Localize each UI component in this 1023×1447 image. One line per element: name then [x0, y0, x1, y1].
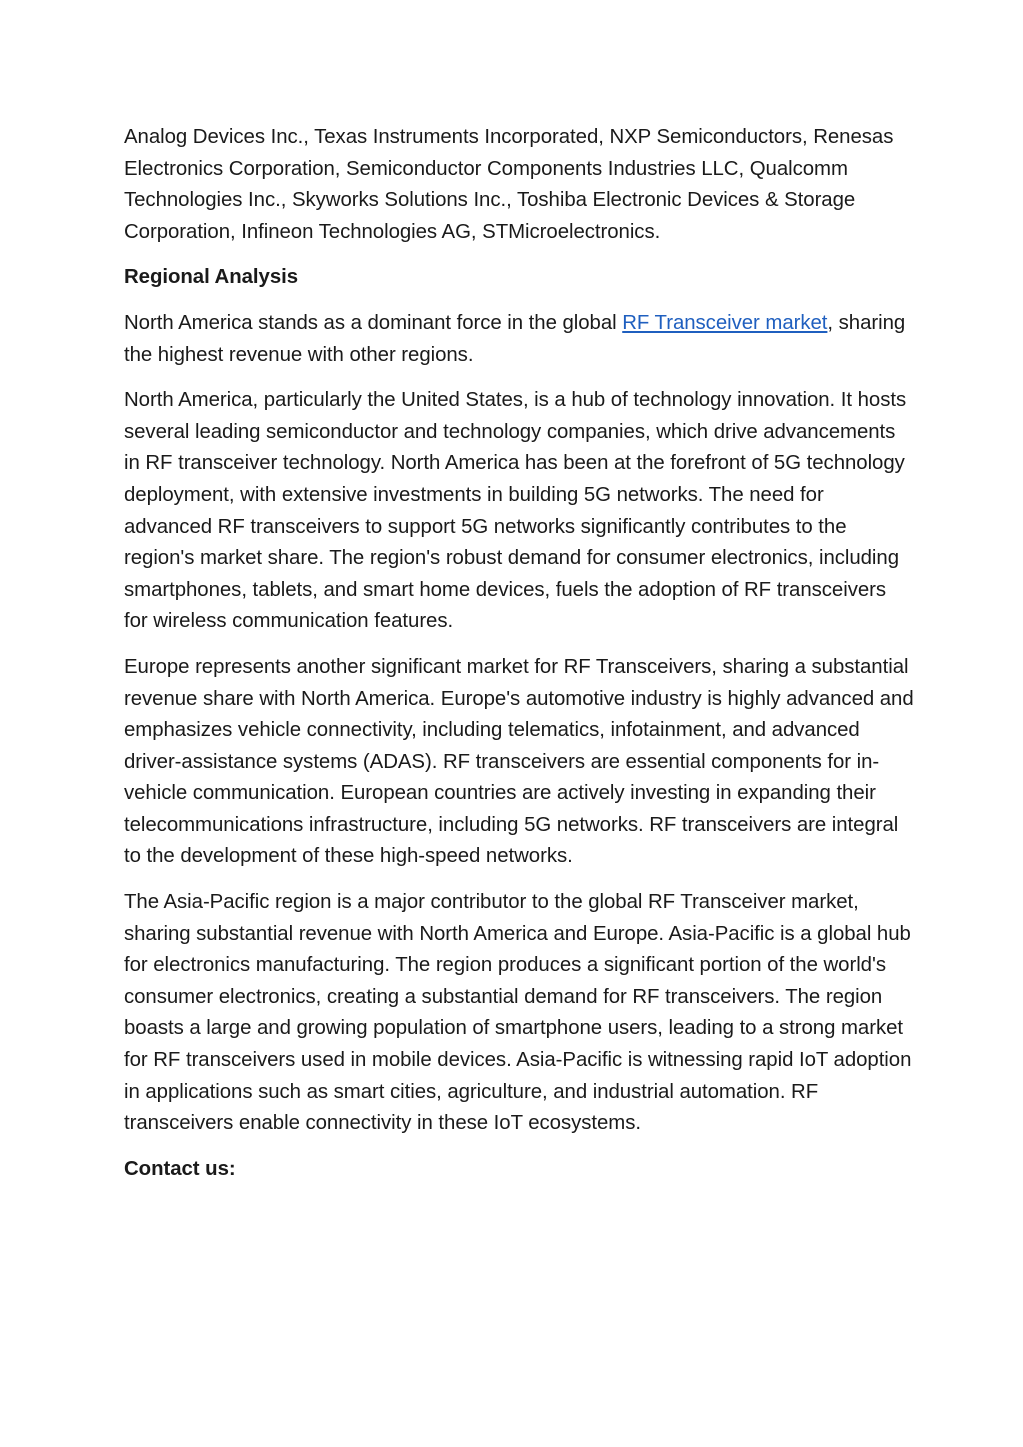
contact-us-heading: Contact us: — [124, 1157, 236, 1180]
document-body — [124, 122, 914, 1199]
europe-paragraph: Europe represents another significant market for RF Transceivers, sharing a substantial revenue share with North America. Europe's automotive industry is highly advanced and emphasizes vehicle connectivity, including telematics, infotainment, and advanced driver-assistance systems (ADAS). RF transceivers are essential components for in-vehicle communication. European countries are actively investing in expanding their telecommunications infrastructure, including 5G networks. RF transceivers are integral to the development of these high-speed networks. — [124, 655, 914, 868]
rf-transceiver-market-link[interactable]: RF Transceiver market — [622, 311, 828, 334]
north-america-paragraph: North America, particularly the United States, is a hub of technology innovation. It hosts several leading semiconductor and technology companies, which drive advancements in RF transceiver technology. North America has been at the forefront of 5G technology deployment, with extensive investments in building 5G networks. The need for advanced RF transceivers to support 5G networks significantly contributes to the region's market share. The region's robust demand for consumer electronics, including smartphones, tablets, and smart home devices, fuels the adoption of RF transceivers for wireless communication features. — [124, 389, 907, 633]
regional-analysis-heading: Regional Analysis — [124, 266, 299, 289]
north-america-intro-paragraph — [124, 308, 914, 371]
north-america-intro-text: North America stands as a dominant force in the global — [124, 311, 623, 334]
north-america-intro-text-after: , sharing the highest revenue with other regions. — [124, 311, 906, 366]
intro-paragraph: Analog Devices Inc., Texas Instruments Incorporated, NXP Semiconductors, Renesas Electronics Corporation, Semiconductor Components Industries LLC, Qualcomm Technologies Inc., Skyworks Solutions Inc., Toshiba Electronic Devices & Storage Corporation, Infineon Technologies AG, STMicroelectronics. — [124, 126, 894, 243]
asia-pacific-paragraph: The Asia-Pacific region is a major contributor to the global RF Transceiver market, sharing substantial revenue with North America and Europe. Asia-Pacific is a global hub for electronics manufacturing. The region produces a significant portion of the world's consumer electronics, creating a substantial demand for RF transceivers. The region boasts a large and growing population of smartphone users, leading to a strong market for RF transceivers used in mobile devices. Asia-Pacific is witnessing rapid IoT adoption in applications such as smart cities, agriculture, and industrial automation. RF transceivers enable connectivity in these IoT ecosystems. — [124, 891, 912, 1135]
